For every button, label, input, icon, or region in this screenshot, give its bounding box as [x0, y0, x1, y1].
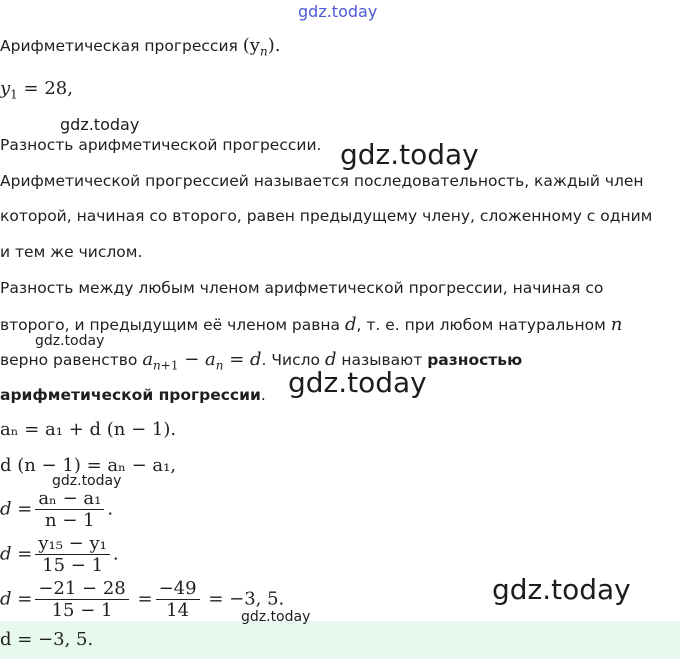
- bold-term: арифметической прогрессии: [0, 386, 261, 404]
- definition-line: второго, и предыдущим её членом равна d, т. е. при любом натуральном n: [0, 314, 623, 335]
- watermark: gdz.today: [288, 366, 427, 399]
- watermark: gdz.today: [52, 473, 122, 489]
- section-heading: Разность арифметической прогрессии.: [0, 136, 322, 154]
- answer-highlight: [0, 621, 680, 659]
- formula-d-substituted: d = $\frac{\text{y₁₅ − y₁}}{15 - 1}$ .: [0, 533, 119, 576]
- title-math: $(y_n)$.: [242, 35, 281, 59]
- definition-line: которой, начиная со второго, равен предыдущему члену, сложенному с одним: [0, 207, 653, 225]
- formula-d-computed: d = $\frac{-21 - 28}{15 - 1}$ = $\frac{-49}{14}$ = −3, 5.: [0, 578, 285, 621]
- definition-line: Разность между любым членом арифметической прогрессии, начиная со: [0, 279, 604, 297]
- formula-difference: d (n − 1) = aₙ − a₁,: [0, 455, 177, 476]
- watermark: gdz.today: [492, 573, 631, 606]
- watermark-top: gdz.today: [298, 2, 378, 21]
- definition-line: и тем же числом.: [0, 243, 143, 261]
- answer: d = −3, 5.: [0, 629, 94, 650]
- watermark: gdz.today: [35, 333, 105, 349]
- formula-general-term: aₙ = a₁ + d (n − 1).: [0, 419, 177, 440]
- bold-term: разностью: [427, 351, 523, 369]
- definition-line: арифметической прогрессии.: [0, 386, 266, 404]
- definition-line: Арифметической прогрессией называется последовательность, каждый член: [0, 172, 644, 190]
- page-title: [0, 35, 280, 63]
- title-text: Арифметическая прогрессия: [0, 37, 238, 55]
- watermark: gdz.today: [241, 609, 311, 625]
- given-value: $y_1 = 28$,: [0, 78, 73, 102]
- formula-d-general: d = $\frac{\text{aₙ − a₁}}{n - 1}$ .: [0, 488, 114, 531]
- watermark: gdz.today: [340, 138, 479, 171]
- watermark: gdz.today: [60, 115, 140, 134]
- definition-line: верно равенство $a_{n+1} - a_n = d$. Число d называют разностью: [0, 349, 523, 373]
